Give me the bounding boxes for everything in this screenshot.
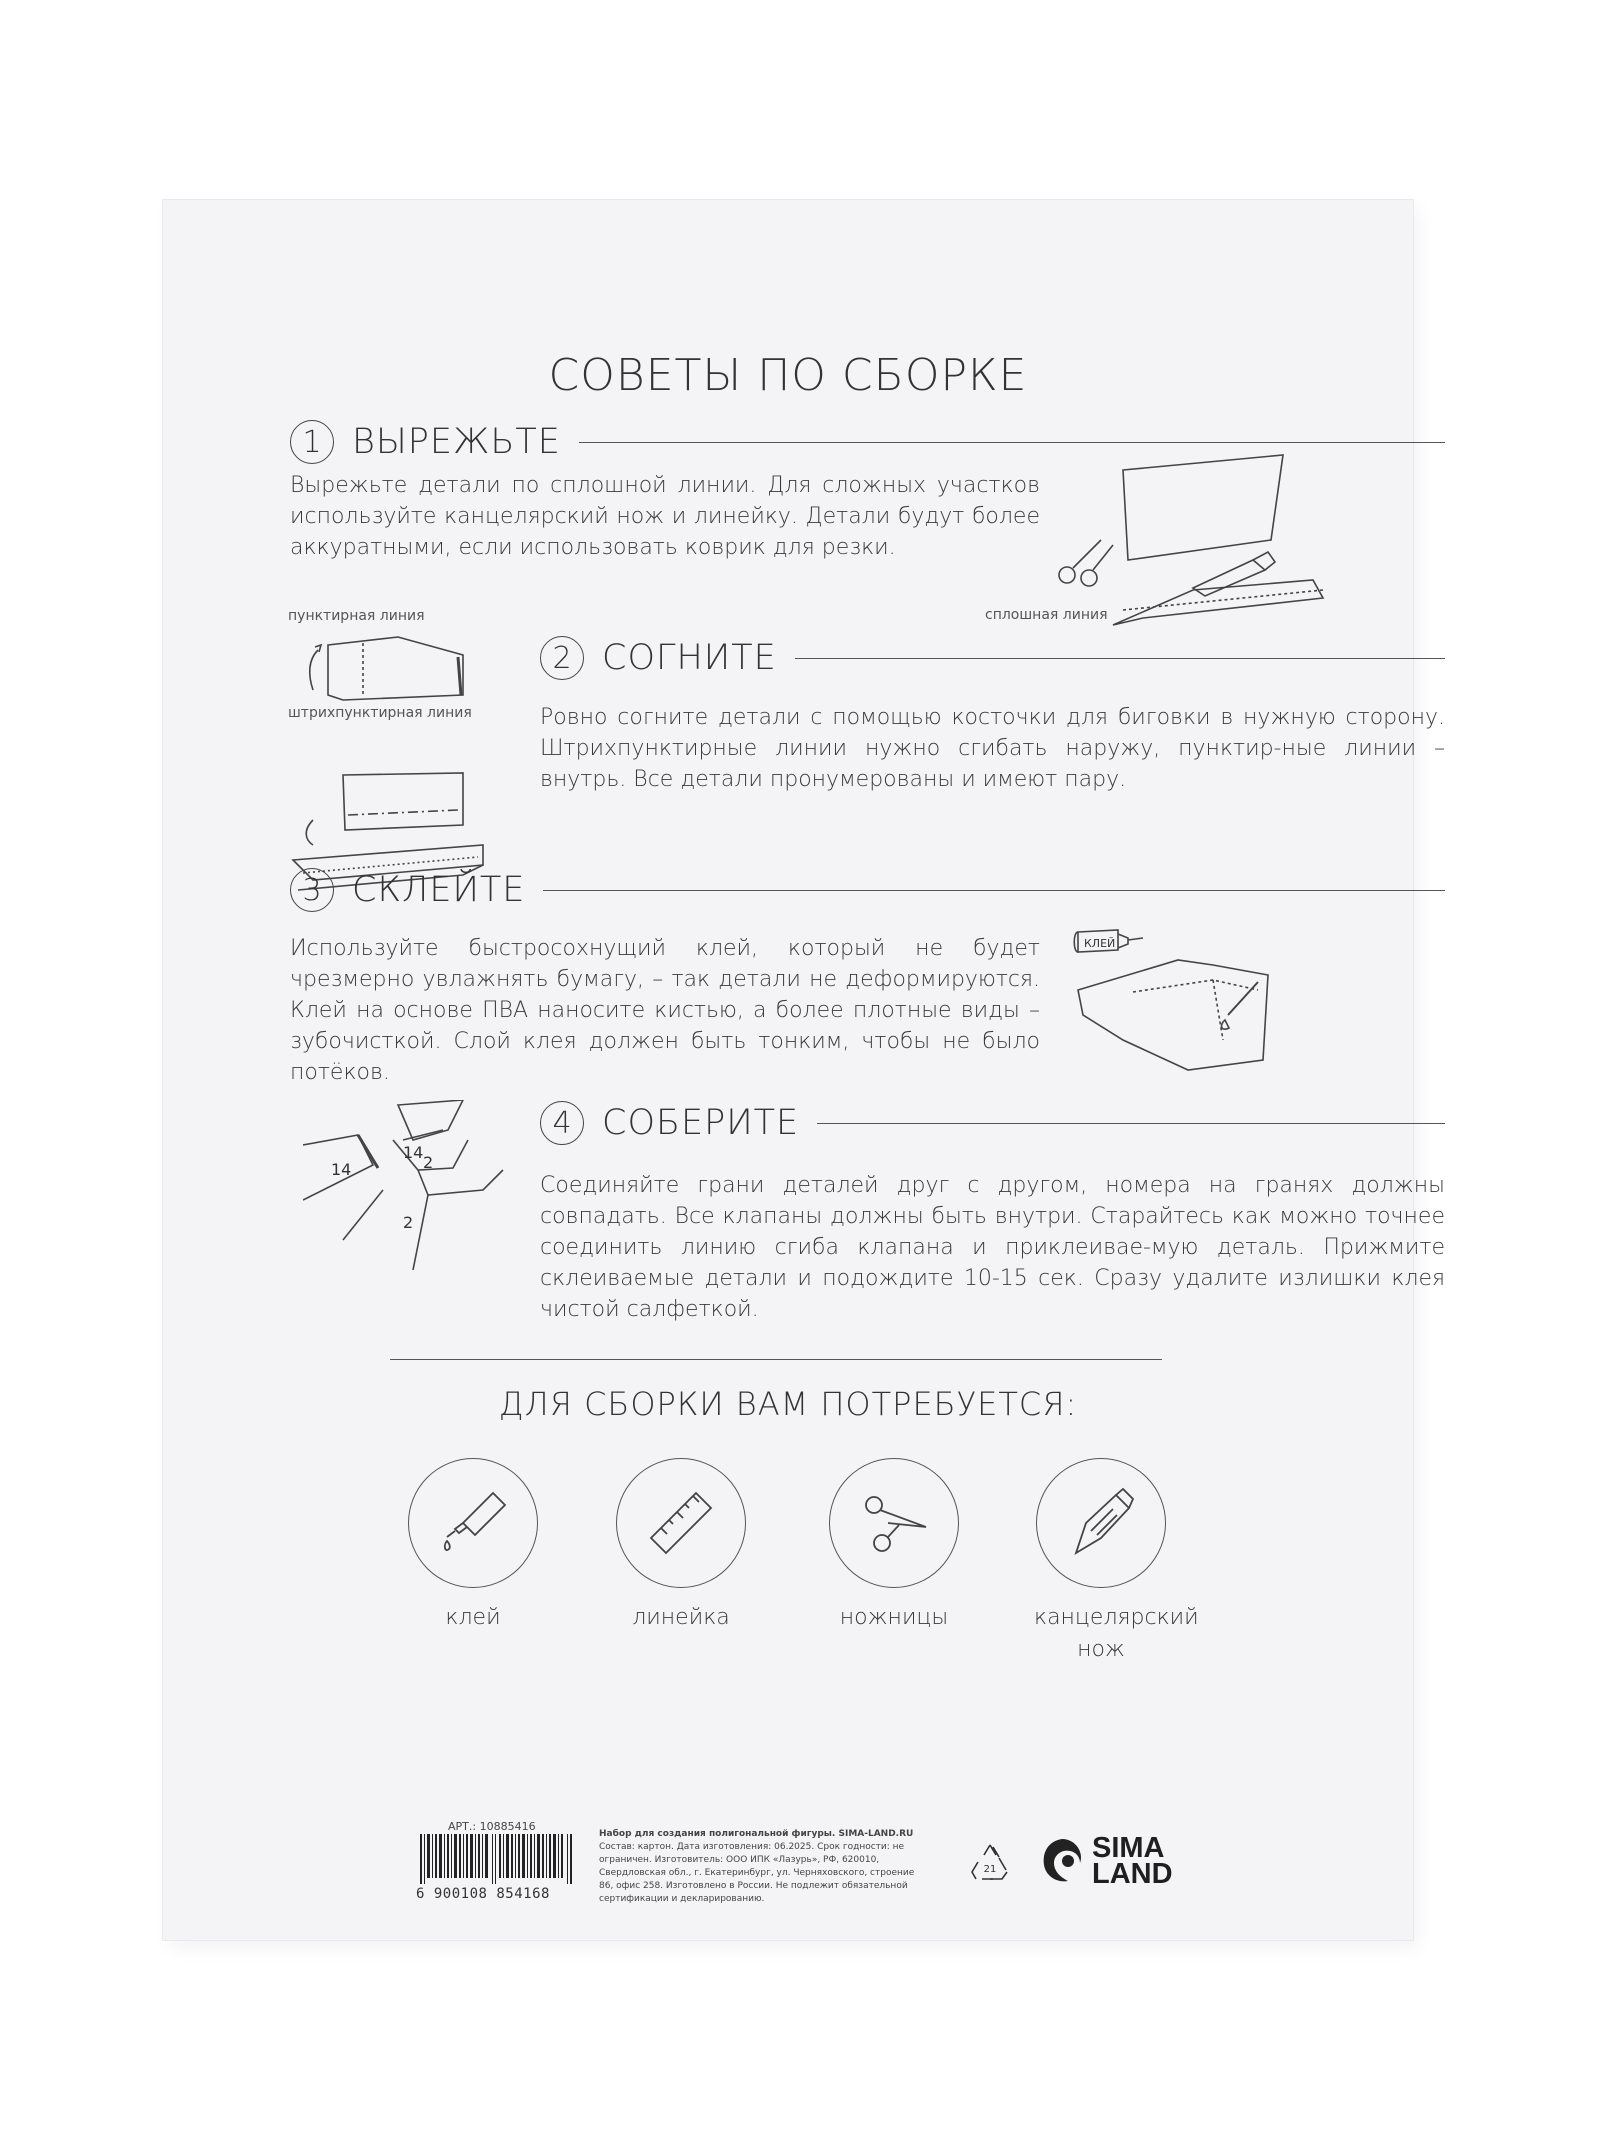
cutting-illustration [1053,450,1443,640]
section-number: 2 [540,636,584,680]
folding-illustration [283,625,513,895]
section-3-header [290,864,1445,916]
tool-ruler [614,1458,748,1634]
section-title: СОБЕРИТЕ [602,1103,800,1143]
divider [795,658,1445,659]
instruction-sheet [163,200,1445,1940]
scissors-icon [829,1458,959,1588]
sima-land-logo [1040,1832,1173,1890]
section-number: 1 [290,420,334,464]
tools-title: ДЛЯ СБОРКИ ВАМ ПОТРЕБУЕТСЯ: [498,1385,1078,1423]
dotted-line-caption: пунктирная линия [288,608,425,624]
ruler-icon [616,1458,746,1588]
section-1-text: Вырежьте детали по сплошной линии. Для сложных участков используйте канцелярский нож и линейку. Детали будут более аккуратными, если использовать коврик для резки. [290,473,1040,560]
assembling-illustration [303,1100,553,1300]
section-2-header [540,632,1445,684]
dash-dot-line-caption: штрихпунктирная линия [288,705,472,721]
legal-text: Состав: картон. Дата изготовления: 06.2025. Срок годности: не ограничен. Изготовитель: ООО ИПК «Лазурь», РФ, 620010, Свердловская обл., г. Екатеринбург, ул. Черняховского, строение 86, офис 258. Изготовлено в России. Не подлежит обязательной сертификации и декларированию. [599,1842,915,1904]
section-4-text: Соединяйте грани деталей друг с другом, номера на гранях должны совпадать. Все клапаны должны быть внутри. Старайтесь как можно точнее соединить линию сгиба клапана и приклеивае-мую деталь. Прижмите склеиваемые детали и подождите 10-15 сек. Сразу удалите излишки клея чистой салфеткой. [540,1173,1445,1322]
legal-info [599,1828,929,1906]
edge-number: 14 [331,1160,352,1179]
tools-divider [390,1359,1162,1360]
glue-tube-icon [408,1458,538,1588]
section-2-text: Ровно согните детали с помощью косточки для биговки в нужную сторону. Штрихпунктирные линии нужно сгибать наружу, пунктир-ные линии – внутрь. Все детали пронумерованы и имеют пару. [540,705,1445,792]
tool-scissors [827,1458,961,1634]
tool-label: линейка [632,1605,730,1630]
section-title: ВЫРЕЖЬТЕ [352,422,561,462]
tool-label: клей [445,1605,501,1630]
section-4-header [540,1097,1445,1149]
edge-number: 14 [403,1143,424,1162]
bird-logo-icon [1040,1837,1084,1885]
recycle-icon [968,1842,1012,1882]
tool-label: канцелярский нож [1034,1605,1199,1662]
logo-line-1: SIMA [1092,1832,1165,1864]
glue-label: КЛЕЙ [1084,937,1116,950]
tool-glue [406,1458,540,1634]
gluing-illustration [1073,920,1343,1110]
barcode-number: 6 900108 854168 [416,1886,550,1902]
section-title: СОГНИТЕ [602,638,777,678]
section-number: 3 [290,868,334,912]
recycle-code: 21 [983,1864,997,1875]
edge-number: 2 [403,1213,414,1232]
tool-label: ножницы [839,1605,949,1630]
legal-title: Набор для создания полигональной фигуры. SIMA-LAND.RU [599,1829,914,1839]
solid-line-caption: сплошная линия [985,607,1108,623]
logo-text [1092,1832,1173,1890]
barcode [420,1834,575,1884]
section-title: СКЛЕЙТЕ [352,870,526,910]
section-3-text: Используйте быстросохнущий клей, который не будет чрезмерно увлажнять бумагу, – так детали не деформируются. Клей на основе ПВА наносите кистью, а более плотные виды – зубочисткой. Слой клея должен быть тонким, чтобы не было потёков. [290,936,1040,1085]
divider [579,442,1445,443]
edge-number: 2 [423,1153,434,1172]
logo-line-2: LAND [1092,1858,1173,1890]
divider [817,1123,1445,1124]
tool-utility-knife [1034,1458,1199,1666]
divider [543,890,1445,891]
page-title: СОВЕТЫ ПО СБОРКЕ [548,350,1028,401]
section-number: 4 [540,1101,584,1145]
article-number: АРТ.: 10885416 [448,1820,536,1833]
utility-knife-icon [1036,1458,1166,1588]
